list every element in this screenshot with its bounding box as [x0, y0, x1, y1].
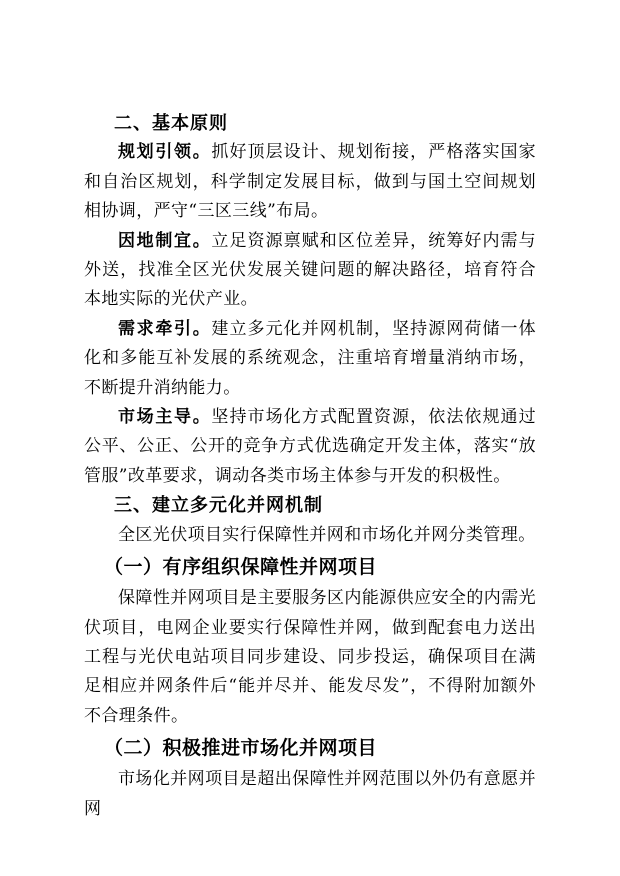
para-market-grid-text: 市场化并网项目是超出保障性并网范围以外仍有意愿并网 — [84, 769, 536, 819]
para-market-led-lead: 市场主导。 — [118, 407, 212, 428]
para-guaranteed-grid — [84, 584, 536, 731]
para-guaranteed-grid-text: 保障性并网项目是主要服务区内能源供应安全的内需光伏项目，电网企业要实行保障性并网，做到配套电力送出工程与光伏电站项目同步建设、同步投运，确保项目在满足相应并网条件后“能并尽并、能发尽发”，不得附加额外不合理条件。 — [84, 588, 536, 726]
para-grid-classification-text: 全区光伏项目实行保障性并网和市场化并网分类管理。 — [118, 524, 536, 545]
para-planning-guidance-lead: 规划引领。 — [118, 142, 212, 163]
para-grid-classification — [84, 521, 536, 550]
para-demand-driven-text: 建立多元化并网机制，坚持源网荷储一体化和多能互补发展的系统观念，注重培育增量消纳市场，不断提升消纳能力。 — [84, 318, 537, 398]
para-market-grid — [84, 765, 536, 824]
para-planning-guidance-text: 抓好顶层设计、规划衔接，严格落实国家和自治区规划，科学制定发展目标，做到与国土空间规划相协调，严守“三区三线”布局。 — [84, 142, 537, 222]
section-heading-basic-principles: 二、基本原则 — [114, 113, 228, 134]
para-market-led — [84, 403, 536, 491]
para-demand-driven-lead: 需求牵引。 — [118, 318, 212, 339]
para-demand-driven — [84, 315, 536, 403]
para-adapt-local-conditions-text: 立足资源禀赋和区位差异，统筹好内需与外送，找准全区光伏发展关键问题的解决路径，培育符合本地实际的光伏产业。 — [84, 230, 537, 310]
subheading-guaranteed-grid-projects: （一）有序组织保障性并网项目 — [104, 556, 378, 579]
para-adapt-local-conditions — [84, 227, 536, 315]
para-market-led-text: 坚持市场化方式配置资源，依法依规通过公平、公正、公开的竞争方式优选确定开发主体，落实“放管服”改革要求，调动各类市场主体参与开发的积极性。 — [84, 407, 537, 486]
para-adapt-local-conditions-lead: 因地制宜。 — [118, 230, 212, 251]
section-heading-grid-mechanism: 三、建立多元化并网机制 — [114, 495, 323, 517]
subheading-market-grid-projects: （二）积极推进市场化并网项目 — [104, 737, 378, 760]
para-planning-guidance — [84, 138, 536, 226]
